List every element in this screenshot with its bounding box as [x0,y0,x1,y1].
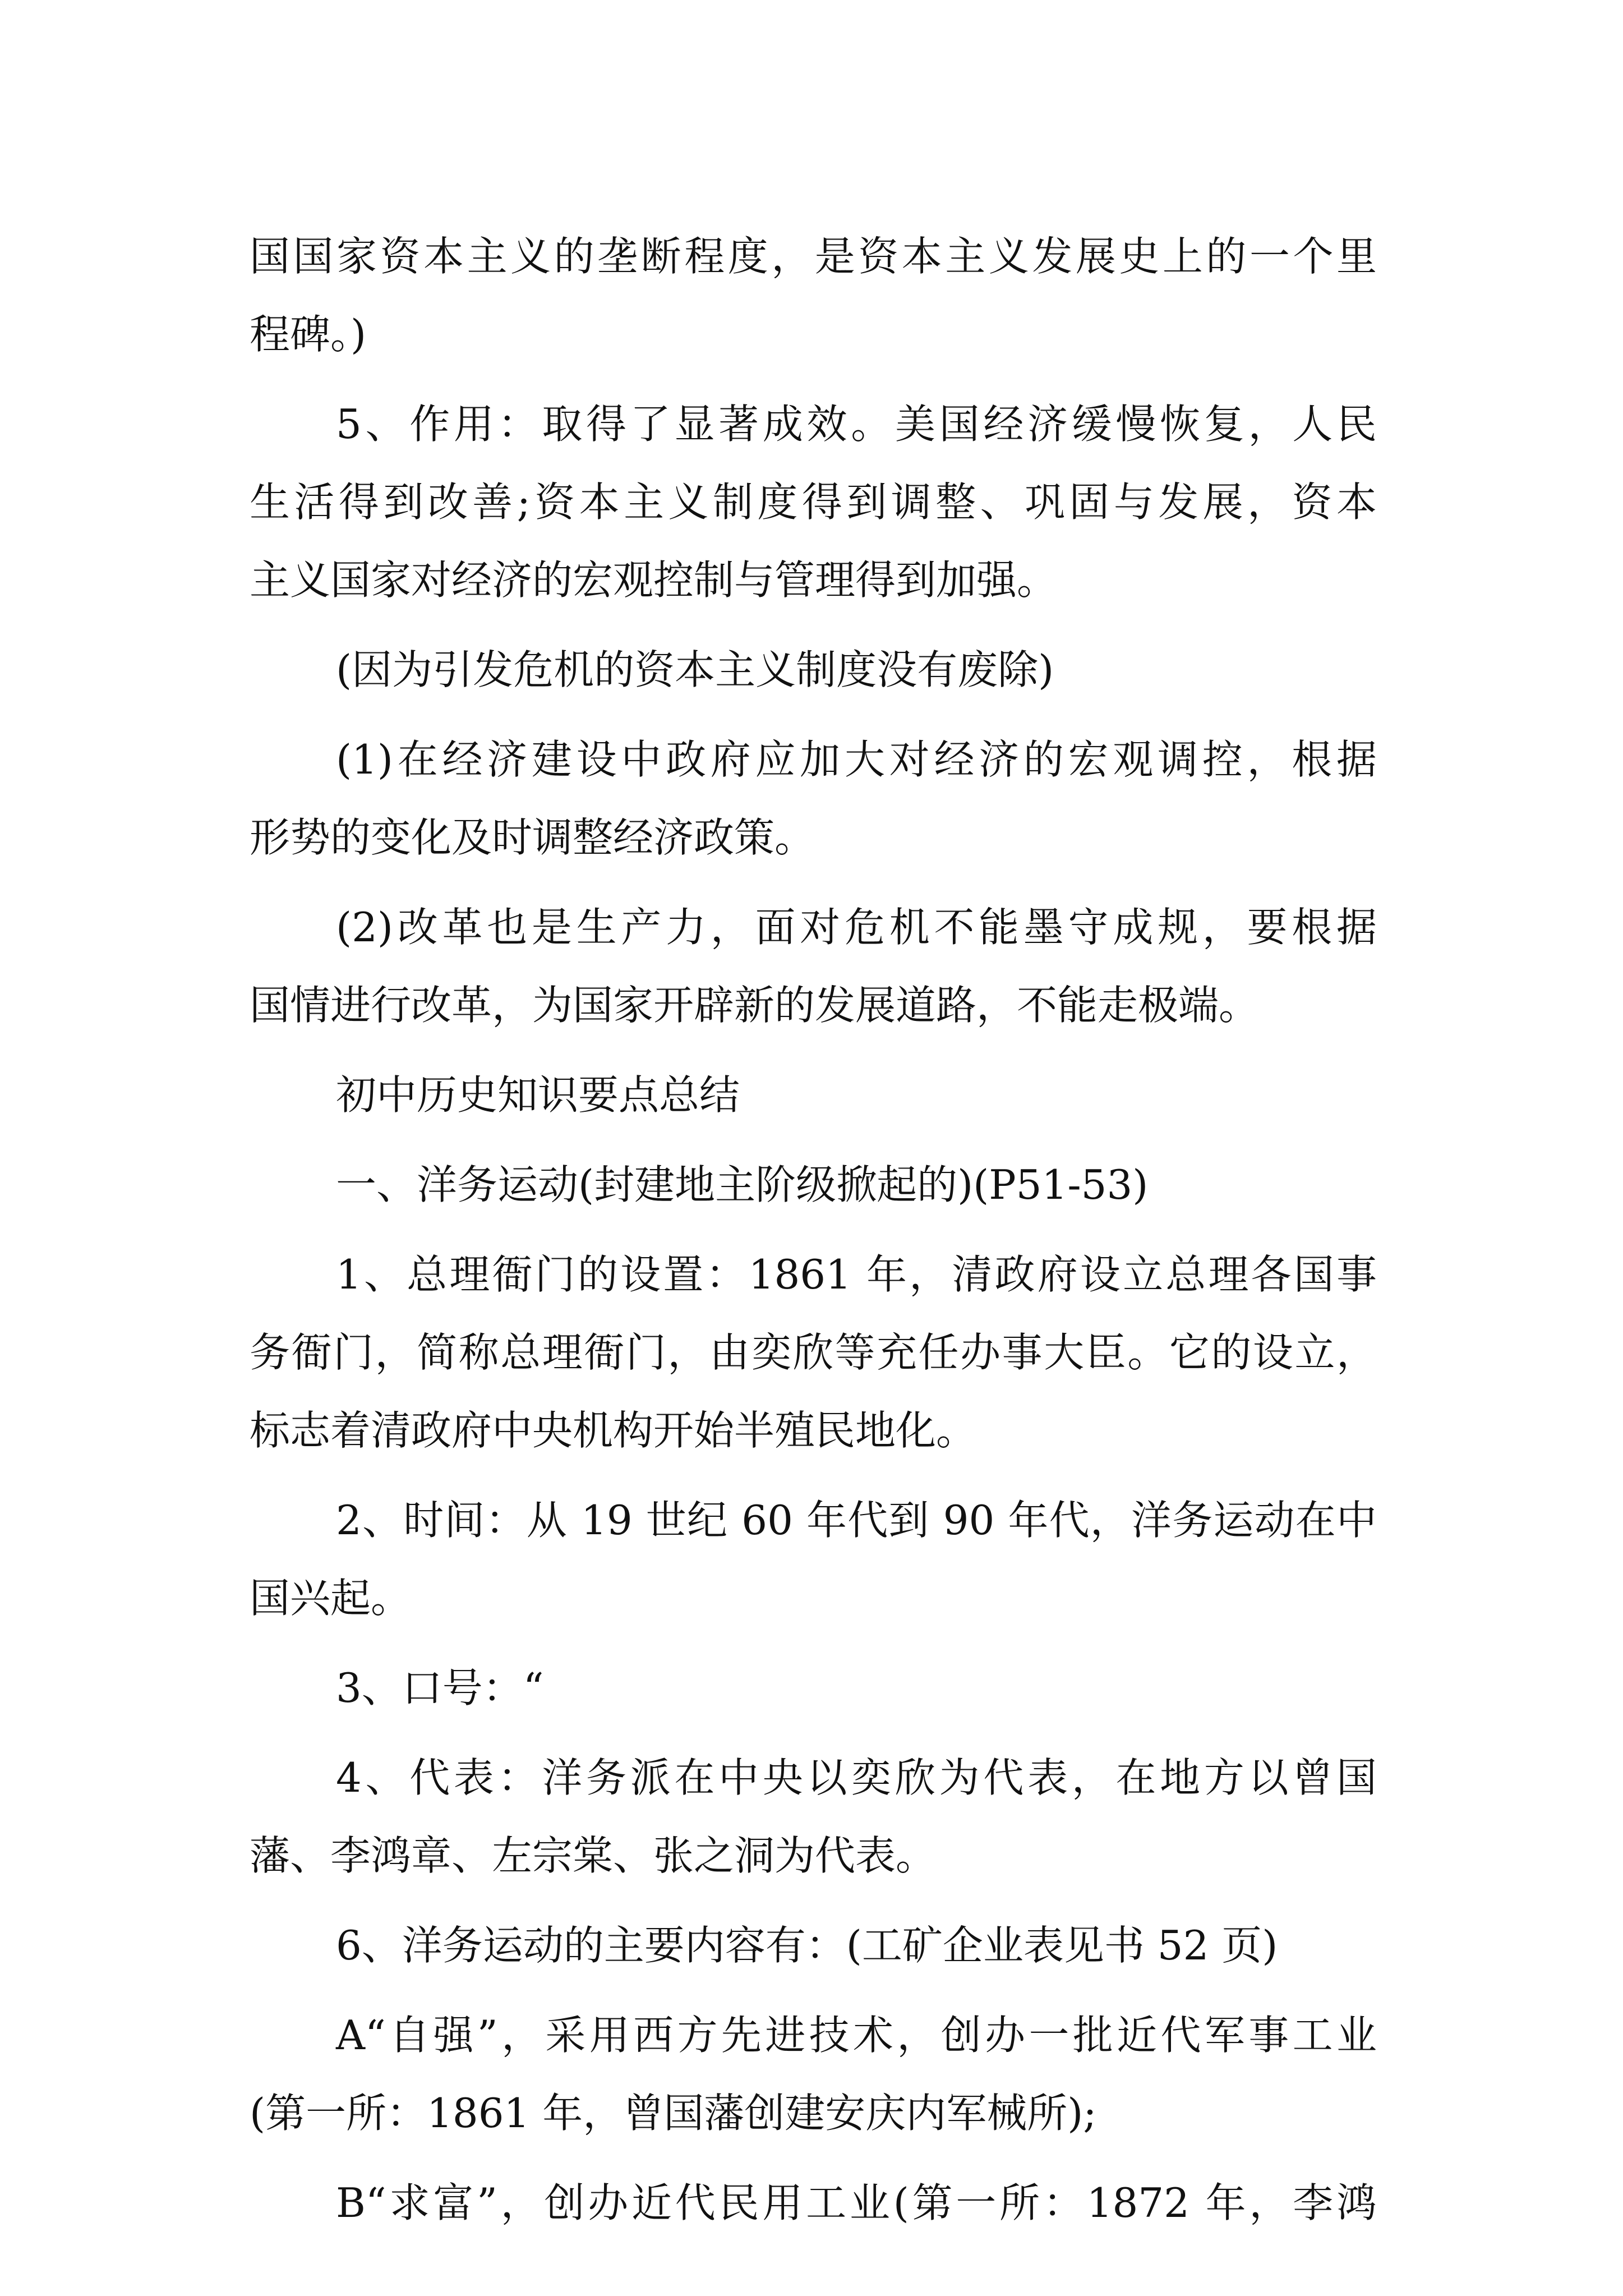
section-heading [250,1056,1377,1134]
paragraph [250,385,1377,619]
text-line: 5、作用：取得了显著成效。美国经济缓慢恢复，人民 [336,401,1377,448]
text-line: (第一所：1861 年，曾国藩创建安庆内军械所); [250,2090,1097,2137]
paragraph [250,1649,1377,1727]
text-line: 主义国家对经济的宏观控制与管理得到加强。 [250,556,1058,604]
paragraph [250,631,1377,709]
text-line: A“自强”，采用西方先进技术，创办一批近代军事工业 [336,2012,1377,2059]
paragraph [250,889,1377,1045]
text-line: 2、时间：从 19 世纪 60 年代到 90 年代，洋务运动在中 [336,1497,1377,1544]
text-line: (因为引发危机的资本主义制度没有废除) [336,646,1054,693]
text-line: 6、洋务运动的主要内容有：(工矿企业表见书 52 页) [336,1922,1278,1969]
paragraph [250,1996,1377,2152]
paragraph [250,1739,1377,1895]
text-line: 国情进行改革，为国家开辟新的发展道路，不能走极端。 [250,982,1260,1029]
text-line: 国国家资本主义的垄断程度，是资本主义发展史上的一个里 [250,233,1377,280]
heading-line: 初中历史知识要点总结 [336,1071,740,1119]
text-line: (2)改革也是生产力，面对危机不能墨守成规，要根据 [336,904,1377,951]
text-line: 形势的变化及时调整经济政策。 [250,814,815,861]
document-body [250,218,1377,2242]
paragraph [250,721,1377,877]
paragraph [250,1236,1377,1470]
text-line: 程碑。) [250,311,367,358]
text-line: 生活得到改善;资本主义制度得到调整、巩固与发展，资本 [250,478,1377,526]
text-line: 4、代表：洋务派在中央以奕欣为代表，在地方以曾国 [336,1754,1377,1801]
text-line: 务衙门，简称总理衙门，由奕欣等充任办事大臣。它的设立， [250,1329,1377,1376]
paragraph [250,218,1377,374]
heading-line: 一、洋务运动(封建地主阶级掀起的)(P51-53) [336,1161,1149,1208]
subsection-heading [250,1146,1377,1224]
paragraph [250,1907,1377,1985]
text-line: 3、口号：“ [336,1664,544,1711]
paragraph [250,2164,1377,2242]
paragraph [250,1481,1377,1637]
text-line: B“求富”，创办近代民用工业(第一所：1872 年，李鸿 [336,2179,1377,2226]
text-line: 国兴起。 [250,1575,412,1622]
text-line: (1)在经济建设中政府应加大对经济的宏观调控，根据 [336,736,1377,783]
text-line: 标志着清政府中央机构开始半殖民地化。 [250,1407,977,1454]
text-line: 藩、李鸿章、左宗棠、张之洞为代表。 [250,1832,937,1879]
text-line: 1、总理衙门的设置：1861 年，清政府设立总理各国事 [336,1251,1377,1298]
